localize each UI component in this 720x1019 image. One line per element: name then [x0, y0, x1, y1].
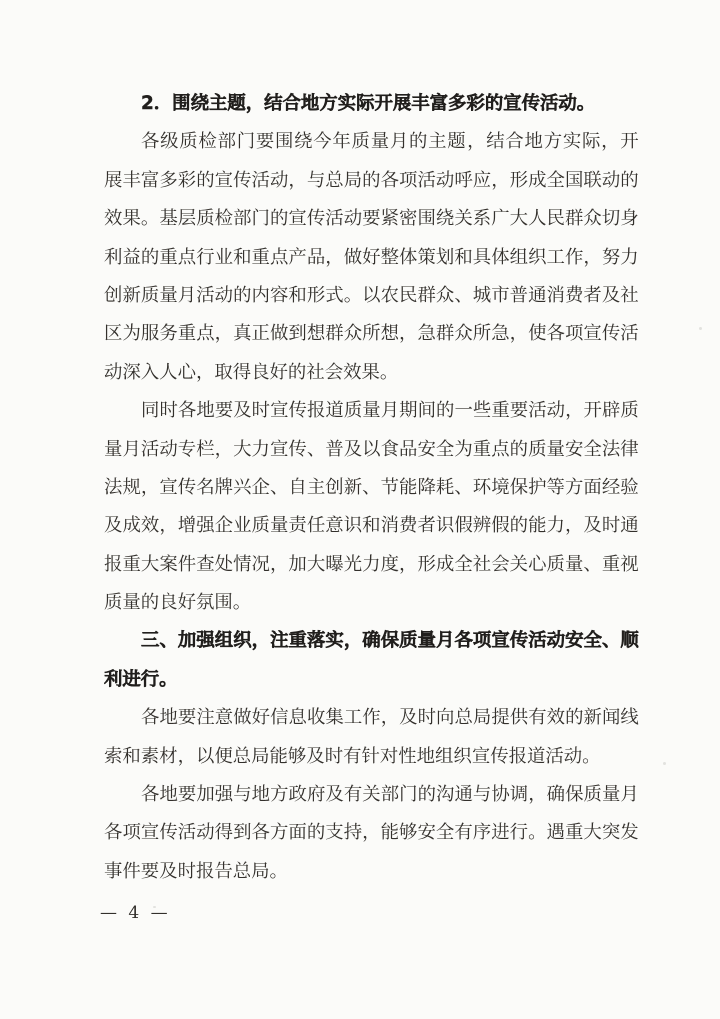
text-line: 各 项 宣 传 活 动 得 到 各 方 面 的 支 持 ， 能 够 安 全 有 序 进 行 。 遇 重 大 突 发: [104, 822, 639, 844]
heading-line: 三 、 加 强 组 织 ， 注 重 落 实 ， 确 保 质 量 月 各 项 宣 传 活 动 安 全 、 顺: [141, 630, 639, 652]
text-line: 量 月 活 动 专 栏 ， 大 力 宣 传 、 普 及 以 食 品 安 全 为 重 点 的 质 量 安 全 法 律: [104, 438, 639, 460]
text-line: 动深入人心，取得良好的社会效果。: [104, 361, 399, 383]
text-line: 事件要及时报告总局。: [104, 860, 288, 882]
scan-speck: [153, 906, 156, 908]
scan-speck: [587, 143, 591, 146]
scan-speck: [699, 327, 702, 330]
text-line: 及 成 效 ， 增 强 企 业 质 量 责 任 意 识 和 消 费 者 识 假 辨 假 的 能 力 ， 及 时 通: [104, 515, 639, 537]
text-line: 同 时 各 地 要 及 时 宣 传 报 道 质 量 月 期 间 的 一 些 重 要 活 动 ， 开 辟 质: [141, 400, 639, 422]
text-line: 索和素材，以便总局能够及时有针对性地组织宣传报道活动。: [104, 745, 601, 767]
text-line: 利 益 的 重 点 行 业 和 重 点 产 品 ， 做 好 整 体 策 划 和 具 体 组 织 工 作 ， 努 力: [104, 246, 639, 268]
text-line: 质量的良好氛围。: [104, 592, 252, 614]
text-line: 各 地 要 加 强 与 地 方 政 府 及 有 关 部 门 的 沟 通 与 协 调 ， 确 保 质 量 月: [141, 784, 639, 806]
text-line: 报 重 大 案 件 查 处 情 况 ， 加 大 曝 光 力 度 ， 形 成 全 社 会 关 心 质 量 、 重 视: [104, 553, 639, 575]
page-number: — 4 —: [100, 903, 171, 923]
text-line: 各 地 要 注 意 做 好 信 息 收 集 工 作 ， 及 时 向 总 局 提 供 有 效 的 新 闻 线: [141, 707, 639, 729]
text-line: 区 为 服 务 重 点 ， 真 正 做 到 想 群 众 所 想 ， 急 群 众 所 急 ， 使 各 项 宣 传 活: [104, 323, 639, 345]
text-line: 法 规 ， 宣 传 名 牌 兴 企 、 自 主 创 新 、 节 能 降 耗 、 环 境 保 护 等 方 面 经 验: [104, 476, 639, 498]
text-line: 展 丰 富 多 彩 的 宣 传 活 动 ， 与 总 局 的 各 项 活 动 呼 应 ， 形 成 全 国 联 动 的: [104, 169, 639, 191]
text-line: 创 新 质 量 月 活 动 的 内 容 和 形 式 。 以 农 民 群 众 、 城 市 普 通 消 费 者 及 社: [104, 284, 639, 306]
text-line: 各 级 质 检 部 门 要 围 绕 今 年 质 量 月 的 主 题 ， 结 合 地 方 实 际 ， 开: [141, 131, 639, 153]
heading-line: 利进行。: [104, 668, 178, 690]
text-line: 效 果 。 基 层 质 检 部 门 的 宣 传 活 动 要 紧 密 围 绕 关 系 广 大 人 民 群 众 切 身: [104, 208, 639, 230]
document-body: [104, 85, 639, 891]
scan-speck: [663, 762, 666, 765]
heading-line: 2．围绕主题，结合地方实际开展丰富多彩的宣传活动。: [141, 93, 596, 114]
